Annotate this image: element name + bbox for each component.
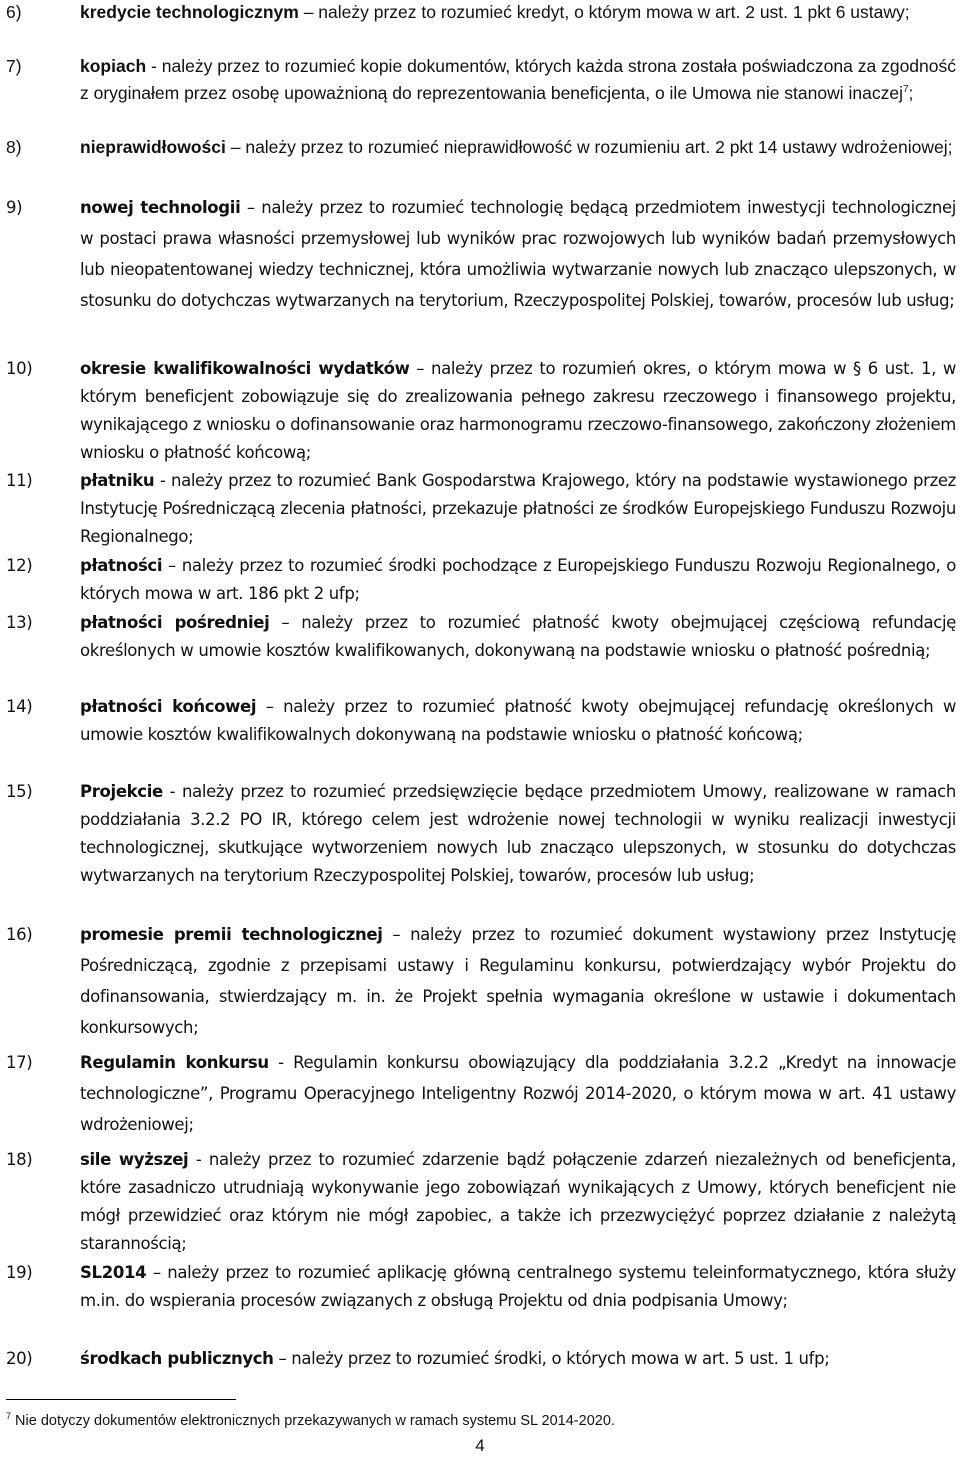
footnote-reference: 7 <box>902 84 909 96</box>
definition-text: - należy przez to rozumieć przedsięwzięcie będące przedmiotem Umowy, realizowane w ramach poddziałania 3.2.2 PO IR, którego celem jest wdrożenie nowej technologii w wyniku realizacji inwestycji technologicznej, skutkujące wytworzeniem nowych lub znacząco ulepszonych, w stosunku do dotychczas wytwarzanych na terytorium Rzeczypospolitej Polskiej, towarów, procesów lub usług; <box>80 782 956 885</box>
defined-term: sile wyższej <box>80 1150 189 1169</box>
definition-text: – należy przez to rozumieć kredyt, o którym mowa w art. 2 ust. 1 pkt 6 ustawy; <box>298 2 910 22</box>
definition-item <box>6 552 956 608</box>
definition-text-end: ; <box>908 83 914 103</box>
definition-text: – należy przez to rozumieć dokument wystawiony przez Instytucję Pośredniczącą, zgodnie z przepisami ustawy i Regulaminu konkursu, potwierdzający wybór Projektu do dofinansowania, stwierdzający m. in. że Projekt spełnia wymagania określone w ustawie i dokumentach konkursowych; <box>80 925 956 1037</box>
definition-text: – należy przez to rozumień okres, o którym mowa w § 6 ust. 1, w którym beneficjent zobowiązuje się do zrealizowania pełnego zakresu rzeczowego i finansowego projektu, wynikającego z wniosku o dofinansowanie oraz harmonogramu rzeczowo-finansowego, zakończony złożeniem wniosku o płatność końcową; <box>80 359 956 462</box>
item-number: 8) <box>6 137 22 157</box>
definition-item <box>6 192 956 316</box>
footnote-separator <box>6 1399 236 1400</box>
defined-term: płatności pośredniej <box>80 613 270 632</box>
item-number: 6) <box>6 2 22 22</box>
footnote-text: Nie dotyczy dokumentów elektronicznych przekazywanych w ramach systemu SL 2014-2020. <box>11 1413 615 1429</box>
definition-item <box>6 609 956 665</box>
footnote-mark: 7 <box>6 1411 12 1422</box>
definition-item <box>6 1047 956 1140</box>
defined-term: płatniku <box>80 471 155 490</box>
definition-text: – należy przez to rozumieć środki, o których mowa w art. 5 ust. 1 ufp; <box>273 1349 830 1368</box>
defined-term: kopiach <box>80 56 147 76</box>
definition-text: – należy przez to rozumieć aplikację główną centralnego systemu teleinformatycznego, która służy m.in. do wspierania procesów związanych z obsługą Projektu od dnia podpisania Umowy; <box>80 1263 956 1310</box>
defined-term: promesie premii technologicznej <box>80 925 383 944</box>
defined-term: środkach publicznych <box>80 1349 274 1368</box>
definition-text: – należy przez to rozumieć płatność kwoty obejmującej częściową refundację określonych w umowie kosztów kwalifikowanych, dokonywaną na podstawie wniosku o płatność pośrednią; <box>80 613 956 660</box>
item-number: 18) <box>6 1150 33 1169</box>
defined-term: Regulamin konkursu <box>80 1053 269 1072</box>
definition-text: – należy przez to rozumieć technologię będącą przedmiotem inwestycji technologicznej w postaci prawa własności przemysłowej lub wyników prac rozwojowych lub wyników badań przemysłowych lub nieopatentowanej wiedzy technicznej, która umożliwia wytwarzanie nowych lub znacząco ulepszonych, w stosunku do dotychczas wytwarzanych na terytorium, Rzeczypospolitej Polskiej, towarów, procesów lub usług; <box>80 198 956 310</box>
defined-term: płatności <box>80 556 163 575</box>
item-number: 12) <box>6 556 33 575</box>
definition-item <box>6 467 956 551</box>
definition-item <box>6 1146 956 1258</box>
definition-text: – należy przez to rozumieć nieprawidłowość w rozumieniu art. 2 pkt 14 ustawy wdrożeniowej; <box>225 137 953 157</box>
definition-item <box>6 134 956 161</box>
definition-item <box>6 778 956 890</box>
item-number: 19) <box>6 1263 33 1282</box>
item-number: 7) <box>6 56 22 76</box>
item-number: 15) <box>6 782 33 801</box>
item-number: 20) <box>6 1349 33 1368</box>
definition-item <box>6 0 956 26</box>
defined-term: Projekcie <box>80 782 163 801</box>
definition-item <box>6 919 956 1043</box>
defined-term: płatności końcowej <box>80 697 257 716</box>
item-number: 11) <box>6 471 33 490</box>
definition-text: – należy przez to rozumieć środki pochodzące z Europejskiego Funduszu Rozwoju Regionalnego, o których mowa w art. 186 pkt 2 ufp; <box>80 556 956 603</box>
definition-text: – należy przez to rozumieć płatność kwoty obejmującej refundację określonych w umowie kosztów kwalifikowalnych dokonywaną na podstawie wniosku o płatność końcową; <box>80 697 956 744</box>
definition-item <box>6 1259 956 1315</box>
footnote <box>6 1412 615 1430</box>
definition-item <box>6 693 956 749</box>
page-number: 4 <box>475 1436 485 1455</box>
item-number: 9) <box>6 198 23 217</box>
defined-term: SL2014 <box>80 1263 147 1282</box>
item-number: 16) <box>6 925 33 944</box>
definition-text: - należy przez to rozumieć Bank Gospodarstwa Krajowego, który na podstawie wystawionego przez Instytucję Pośredniczącą zlecenia płatności, przekazuje płatności ze środków Europejskiego Funduszu Rozwoju Regionalnego; <box>80 471 956 546</box>
definition-text: - Regulamin konkursu obowiązujący dla poddziałania 3.2.2 „Kredyt na innowacje technologiczne”, Programu Operacyjnego Inteligentny Rozwój 2014-2020, o którym mowa w art. 41 ustawy wdrożeniowej; <box>80 1053 956 1134</box>
definition-item <box>6 355 956 467</box>
definition-item <box>6 53 956 107</box>
item-number: 17) <box>6 1053 33 1072</box>
definition-text: - należy przez to rozumieć kopie dokumentów, których każda strona została poświadczona za zgodność z oryginałem przez osobę upoważnioną do reprezentowania beneficjenta, o ile Umowa nie stanowi inaczej <box>80 56 956 103</box>
defined-term: nieprawidłowości <box>80 137 226 157</box>
definition-item <box>6 1345 956 1373</box>
definition-text: - należy przez to rozumieć zdarzenie bądź połączenie zdarzeń niezależnych od beneficjenta, które zasadniczo utrudniają wykonywanie jego zobowiązań wynikających z Umowy, których beneficjent nie mógł przewidzieć oraz którym nie mógł zapobiec, a także ich przezwyciężyć poprzez działanie z należytą starannością; <box>80 1150 956 1253</box>
item-number: 13) <box>6 613 33 632</box>
defined-term: nowej technologii <box>80 198 241 217</box>
item-number: 14) <box>6 697 33 716</box>
defined-term: okresie kwalifikowalności wydatków <box>80 359 410 378</box>
defined-term: kredycie technologicznym <box>80 2 299 22</box>
item-number: 10) <box>6 359 33 378</box>
